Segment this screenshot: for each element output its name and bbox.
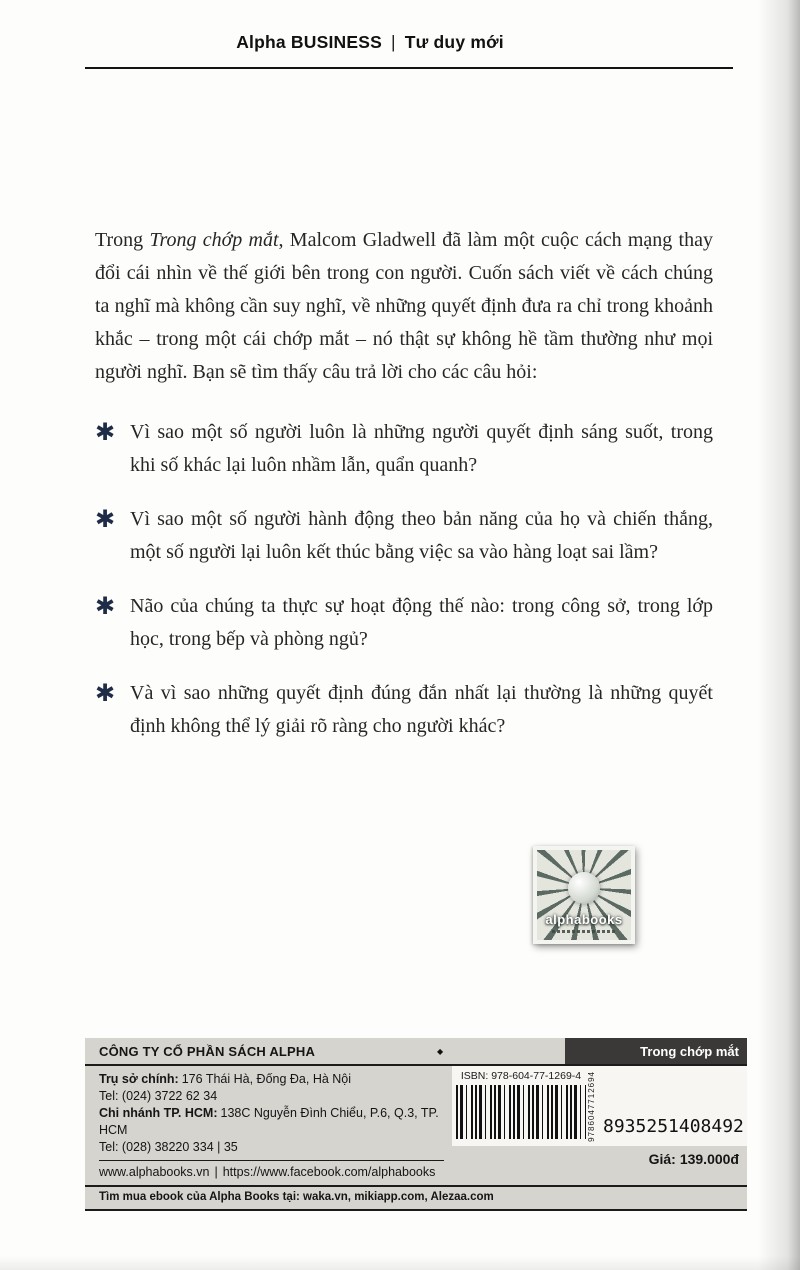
- branch-address-row: [99, 1105, 444, 1139]
- intro-book-title: Trong chớp mắt: [149, 229, 279, 251]
- colophon-body: [85, 1064, 747, 1185]
- price-label: Giá:: [648, 1151, 676, 1167]
- price-row: [452, 1146, 747, 1172]
- blurb: [95, 224, 713, 764]
- ean-digit-group: 408492: [678, 1116, 744, 1137]
- web-links-row: [99, 1161, 444, 1185]
- masthead-separator: |: [390, 32, 396, 52]
- hq-address-row: [99, 1071, 444, 1088]
- hq-phone-row: Tel: (024) 3722 62 34: [99, 1089, 218, 1103]
- ean-number: [597, 1068, 746, 1144]
- globe-icon: [568, 872, 600, 904]
- barcode-price-block: [452, 1066, 747, 1185]
- isbn-text: ISBN: 978-604-77-1269-4: [460, 1070, 582, 1082]
- scan-edge-shadow: [758, 0, 800, 1270]
- price-value: 139.000đ: [679, 1151, 739, 1167]
- intro-paragraph: [95, 224, 713, 389]
- asterisk-icon: ✱: [95, 679, 116, 707]
- scan-bottom-shadow: [0, 1256, 800, 1270]
- masthead-rule: [85, 67, 733, 69]
- facebook-link: https://www.facebook.com/alphabooks: [222, 1165, 436, 1179]
- masthead: [0, 32, 740, 53]
- bullet-text: Và vì sao những quyết định đúng đắn nhất lại thường là những quyết định không thể lý giải rõ ràng cho người khác?: [130, 682, 713, 737]
- bullet-item: [95, 503, 713, 569]
- asterisk-icon: ✱: [95, 505, 116, 533]
- masthead-tagline: Tư duy mới: [404, 32, 504, 52]
- barcode-icon: [456, 1085, 586, 1139]
- barcode-side-number: 9786047712694: [587, 1070, 596, 1142]
- hq-label: Trụ sở chính:: [99, 1072, 179, 1086]
- publisher-colophon: [85, 1038, 747, 1211]
- alphabooks-logo: [533, 846, 635, 944]
- barcode-column: [456, 1068, 586, 1144]
- alphabooks-wordmark: alphabooks: [545, 912, 623, 927]
- asterisk-icon: ✱: [95, 592, 116, 620]
- bullet-text: Vì sao một số người hành động theo bản năng của họ và chiến thắng, một số người lại luôn kết thúc bằng việc sa vào hàng loạt sai lầm?: [130, 508, 713, 563]
- branch-phone-row: Tel: (028) 38220 334 | 35: [99, 1140, 238, 1154]
- branch-address: 138C Nguyễn Đình Chiểu, P.6, Q.3, TP. HCM: [99, 1106, 439, 1137]
- intro-prefix: Trong: [95, 229, 150, 251]
- publisher-contact-block: [85, 1066, 452, 1185]
- asterisk-icon: ✱: [95, 418, 116, 446]
- ean-digit-group: 935251: [613, 1116, 679, 1137]
- bullet-item: [95, 416, 713, 482]
- alphabooks-starburst: [537, 850, 631, 940]
- diamond-ornament-icon: ◆: [436, 1046, 444, 1056]
- link-separator: |: [214, 1165, 218, 1179]
- bullet-text: Vì sao một số người luôn là những người quyết định sáng suốt, trong khi số khác lại luôn nhầm lẫn, quẩn quanh?: [130, 421, 713, 476]
- barcode-panel: [452, 1066, 747, 1146]
- book-title-tab: Trong chớp mắt: [565, 1038, 747, 1064]
- colophon-top-row: [85, 1038, 747, 1064]
- intro-rest: , Malcom Gladwell đã làm một cuộc cách mạng thay đổi cái nhìn về thế giới bên trong con người. Cuốn sách viết về cách chúng ta nghĩ mà không cần suy nghĩ, về những quyết định đưa ra chỉ trong khoảnh khắc – trong một cái chớp mắt – nó thật sự không hề tầm thường như mọi người nghĩ. Bạn sẽ tìm thấy câu trả lời cho các câu hỏi:: [95, 229, 713, 383]
- ebook-note-row: Tìm mua ebook của Alpha Books tại: waka.vn, mikiapp.com, Alezaa.com: [85, 1185, 747, 1209]
- publisher-name: CÔNG TY CỔ PHẦN SÁCH ALPHA: [99, 1043, 316, 1059]
- brand-name: Alpha BUSINESS: [236, 32, 382, 52]
- alphabooks-tagline: [552, 930, 616, 933]
- hq-address: 176 Thái Hà, Đống Đa, Hà Nội: [181, 1072, 352, 1086]
- bullet-item: [95, 590, 713, 656]
- bullet-text: Não của chúng ta thực sự hoạt động thế nào: trong công sở, trong lớp học, trong bếp và phòng ngủ?: [130, 595, 713, 650]
- website-link: www.alphabooks.vn: [99, 1165, 210, 1179]
- branch-label: Chi nhánh TP. HCM:: [99, 1106, 218, 1120]
- ean-digit-group: 8: [603, 1116, 614, 1137]
- bullet-item: [95, 677, 713, 743]
